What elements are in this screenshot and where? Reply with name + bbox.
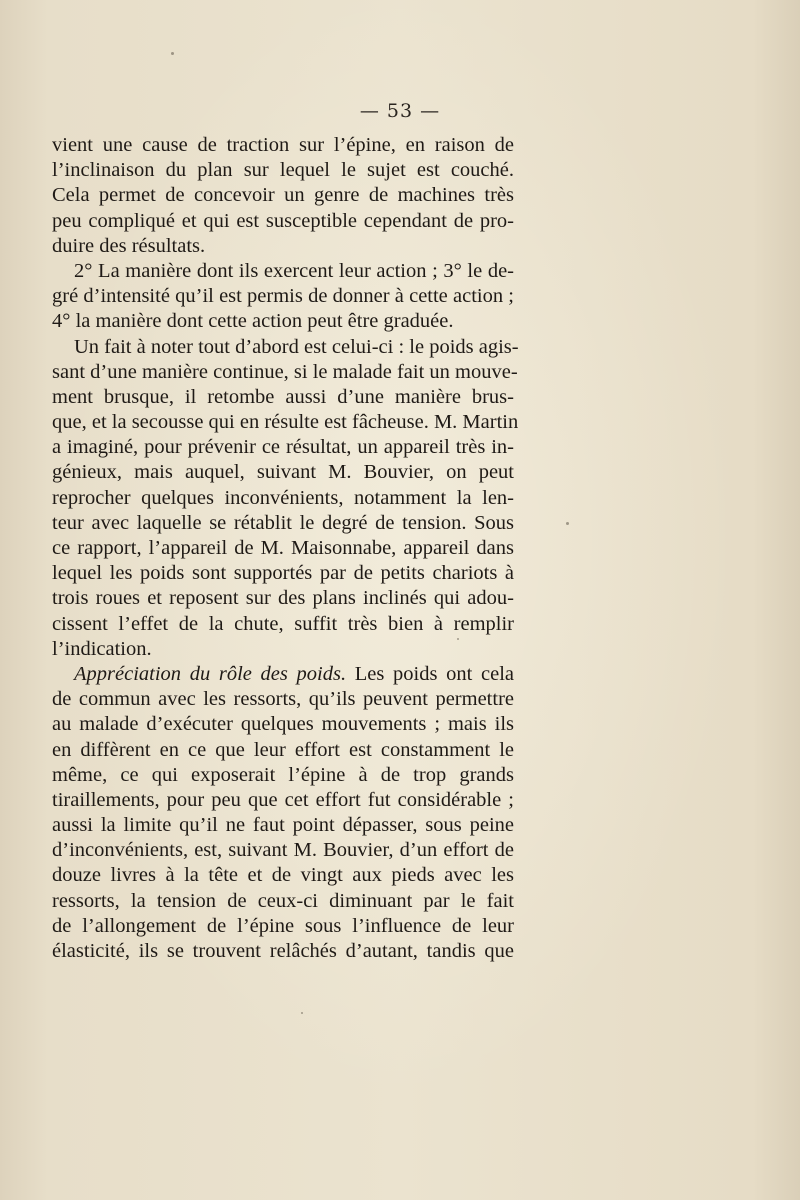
text-line: 4° la manière dont cette action peut être graduée. — [52, 310, 454, 333]
text-line: aussi la limite qu’il ne faut point dépasser, sous peine — [52, 814, 514, 837]
text-line: a imaginé, pour prévenir ce résultat, un appareil très in- — [52, 436, 514, 459]
paper-speck — [457, 638, 459, 640]
paragraph-3 — [52, 335, 519, 662]
text-line: peu compliqué et qui est susceptible cependant de pro- — [52, 209, 514, 232]
text-line: l’indication. — [52, 637, 152, 660]
text-line: ressorts, la tension de ceux-ci diminuant par le fait — [52, 889, 514, 912]
paragraph-2 — [52, 259, 514, 335]
text-line: cissent l’effet de la chute, suffit très bien à remplir — [52, 612, 514, 635]
text-line: même, ce qui exposerait l’épine à de trop grands — [52, 763, 514, 786]
text-line: vient une cause de traction sur l’épine, en raison de — [52, 134, 514, 156]
text-line: de l’allongement de l’épine sous l’influence de leur — [52, 914, 514, 937]
page-number-header: — 53 — — [359, 100, 441, 122]
paper-speck — [171, 52, 174, 55]
text-line: en diffèrent en ce que leur effort est constamment le — [52, 738, 514, 761]
text-line — [52, 662, 514, 687]
text-line: sant d’une manière continue, si le malade fait un mouve- — [52, 360, 518, 383]
text-line: élasticité, ils se trouvent relâchés d’autant, tandis que — [52, 940, 514, 962]
paper-speck — [566, 522, 569, 525]
paragraph-4 — [52, 662, 514, 964]
text-line: génieux, mais auquel, suivant M. Bouvier, on peut — [52, 461, 514, 484]
body-text — [52, 133, 519, 964]
text-line: que, et la secousse qui en résulte est fâcheuse. M. Martin — [52, 411, 519, 434]
text-line: Cela permet de concevoir un genre de machines très — [52, 184, 514, 207]
text-line: trois roues et reposent sur des plans inclinés qui adou- — [52, 587, 514, 610]
text-line: tiraillements, pour peu que cet effort fut considérable ; — [52, 788, 514, 811]
text-line: Un fait à noter tout d’abord est celui-ci : le poids agis- — [74, 335, 519, 358]
text-line: duire des résultats. — [52, 234, 206, 257]
text-line: ment brusque, il retombe aussi d’une manière brus- — [52, 385, 514, 408]
text-line: gré d’intensité qu’il est permis de donner à cette action ; — [52, 285, 514, 308]
text-line: douze livres à la tête et de vingt aux pieds avec les — [52, 864, 514, 887]
text-line: au malade d’exécuter quelques mouvements ; mais ils — [52, 713, 514, 736]
section-heading-italic: Appréciation du rôle des poids. — [74, 662, 347, 685]
text-line: 2° La manière dont ils exercent leur action ; 3° le de- — [74, 259, 514, 282]
text-line: lequel les poids sont supportés par de petits chariots à — [52, 562, 514, 585]
paragraph-1 — [52, 133, 514, 259]
text-line: d’inconvénients, est, suivant M. Bouvier, d’un effort de — [52, 839, 514, 862]
text-line: de commun avec les ressorts, qu’ils peuvent permettre — [52, 688, 514, 711]
text-line: teur avec laquelle se rétablit le degré de tension. Sous — [52, 511, 514, 534]
text-line: ce rapport, l’appareil de M. Maisonnabe, appareil dans — [52, 537, 514, 559]
text-line: reprocher quelques inconvénients, notamment la len- — [52, 486, 514, 509]
text-line: l’inclinaison du plan sur lequel le sujet est couché. — [52, 159, 514, 182]
text-span: Les poids ont cela — [346, 662, 514, 685]
paper-speck — [301, 1012, 303, 1014]
